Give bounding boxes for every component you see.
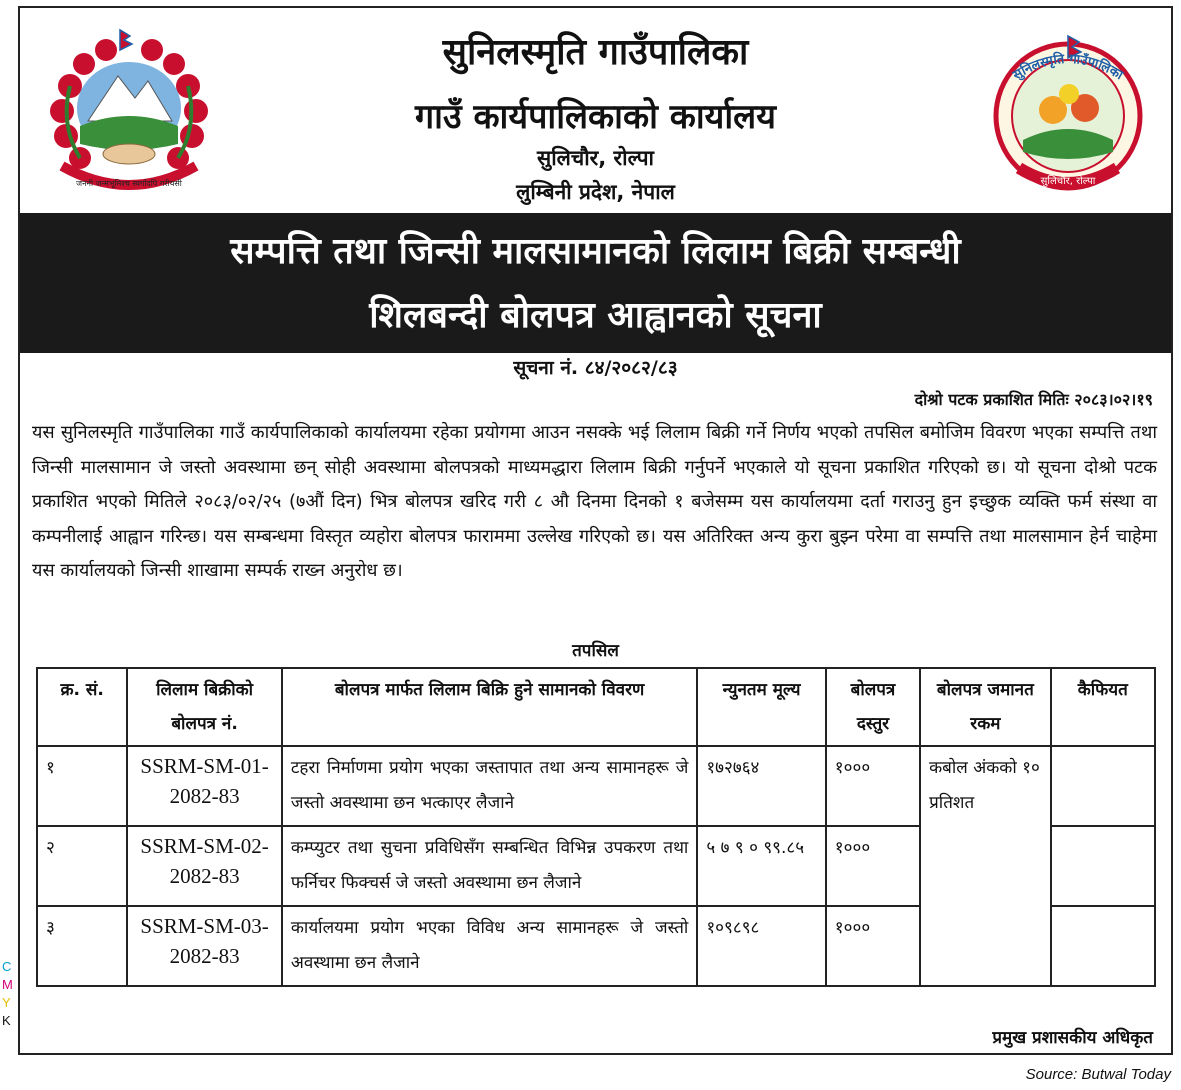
cell-bid-no: SSRM-SM-01-2082-83: [127, 746, 282, 826]
municipality-seal-emblem: [983, 28, 1153, 198]
cell-guarantee: कबोल अंकको १० प्रतिशत: [920, 746, 1050, 986]
cell-sn: ३: [37, 906, 127, 986]
flower-icon: [1059, 84, 1079, 104]
header-remarks: कैफियत: [1051, 668, 1155, 746]
seal-bottom-text: सुलिचौर, रोल्पा: [1040, 176, 1096, 187]
header-guarantee: बोलपत्र जमानत रकम: [920, 668, 1050, 746]
banner-title-line-2: शिलबन्दी बोलपत्र आह्वानको सूचना: [369, 295, 822, 336]
header-description: बोलपत्र मार्फत लिलाम बिक्रि हुने सामानको विवरण: [282, 668, 697, 746]
auction-items-table: [36, 667, 1156, 987]
cell-bid-fee: १०००: [826, 746, 920, 826]
print-mark-y: Y: [2, 995, 11, 1010]
table-header-row: [37, 668, 1155, 746]
table-row: [37, 746, 1155, 826]
print-mark-k: K: [2, 1013, 11, 1028]
title-banner: [20, 213, 1171, 353]
municipality-name: सुनिलस्मृति गाउँपालिका: [442, 32, 749, 73]
cell-bid-no: SSRM-SM-02-2082-83: [127, 826, 282, 906]
office-name: गाउँ कार्यपालिकाको कार्यालय: [415, 97, 776, 137]
cell-min-price: १०९८९८: [697, 906, 825, 986]
source-credit: Source: Butwal Today: [1025, 1066, 1171, 1083]
table-title: तपसिल: [572, 641, 619, 661]
cell-bid-no: SSRM-SM-03-2082-83: [127, 906, 282, 986]
notice-header: [20, 8, 1171, 213]
print-color-marks: [2, 958, 13, 1030]
cell-sn: २: [37, 826, 127, 906]
notice-number: सूचना नं. ८४/२०८२/८३: [513, 357, 678, 379]
cell-remarks: [1051, 746, 1155, 826]
banner-title-line-1: सम्पत्ति तथा जिन्सी मालसामानको लिलाम बिक्री सम्बन्धी: [230, 231, 961, 272]
header-sn: क्र. सं.: [37, 668, 127, 746]
cell-description: कार्यालयमा प्रयोग भएका विविध अन्य सामानहरू जे जस्तो अवस्थामा छन लैजाने: [282, 906, 697, 986]
notice-body: यस सुनिलस्मृति गाउँपालिका गाउँ कार्यपालिकाको कार्यालयमा रहेका प्रयोगमा आउन नसक्के भई लिलाम बिक्री गर्ने निर्णय भएको तपसिल बमोजिम विवरण भएका सम्पत्ति तथा जिन्सी मालसामान जे जस्तो अवस्थामा छन् सोही अवस्थामा बोलपत्रको माध्यमद्धारा लिलाम बिक्री गर्नुपर्ने भएकाले यो सूचना प्रकाशित गरिएको छ। यो सूचना दोश्रो पटक प्रकाशित भएको मितिले २०८३/०२/२५ (७औं दिन) भित्र बोलपत्र खरिद गरी ८ औ दिनमा दिनको १ बजेसम्म यस कार्यालयमा दर्ता गराउनु हुन इच्छुक व्यक्ति फर्म संस्था वा कम्पनीलाई आह्वान गरिन्छ। यस सम्बन्धमा विस्तृत व्यहोरा बोलपत्र फाराममा उल्लेख गरिएको छ। यस अतिरिक्त अन्य कुरा बुझ्न परेमा वा सम्पत्ति तथा मालसामान हेर्न चाहेमा यस कार्यालयको जिन्सी शाखामा सम्पर्क राख्न अनुरोध छ।: [32, 422, 1157, 581]
cell-description: टहरा निर्माणमा प्रयोग भएका जस्तापात तथा अन्य सामानहरू जे जस्तो अवस्थामा छन भत्काएर लैजाने: [282, 746, 697, 826]
cell-description: कम्प्युटर तथा सुचना प्रविधिसँग सम्बन्धित विभिन्न उपकरण तथा फर्निचर फिक्चर्स जे जस्तो अवस्थामा छन लैजाने: [282, 826, 697, 906]
cell-bid-fee: १०००: [826, 906, 920, 986]
svg-text:जननी जन्मभूमिश्च स्वर्गादपि गर: जननी जन्मभूमिश्च स्वर्गादपि गरीयसी: [76, 179, 182, 188]
print-mark-m: M: [2, 977, 13, 992]
cell-min-price: १७२७६४: [697, 746, 825, 826]
cell-remarks: [1051, 906, 1155, 986]
header-bid-no: लिलाम बिक्रीको बोलपत्र नं.: [127, 668, 282, 746]
signatory-title: प्रमुख प्रशासकीय अधिकृत: [992, 1028, 1153, 1048]
print-mark-c: C: [2, 959, 12, 974]
cell-sn: १: [37, 746, 127, 826]
notice-frame: [18, 6, 1173, 1055]
seal-top-text: सुनिलस्मृति गाउँपालिका: [1010, 51, 1126, 84]
address-line-1: सुलिचौर, रोल्पा: [537, 146, 654, 170]
cell-bid-fee: १०००: [826, 826, 920, 906]
publication-date: दोश्रो पटक प्रकाशित मितिः २०८३।०२।१९: [914, 390, 1153, 409]
header-min-price: न्युनतम मूल्य: [697, 668, 825, 746]
address-line-2: लुम्बिनी प्रदेश, नेपाल: [516, 180, 675, 204]
header-bid-fee: बोलपत्र दस्तुर: [826, 668, 920, 746]
cell-min-price: ५ ७ ९ ० ९९.८५: [697, 826, 825, 906]
cell-remarks: [1051, 826, 1155, 906]
